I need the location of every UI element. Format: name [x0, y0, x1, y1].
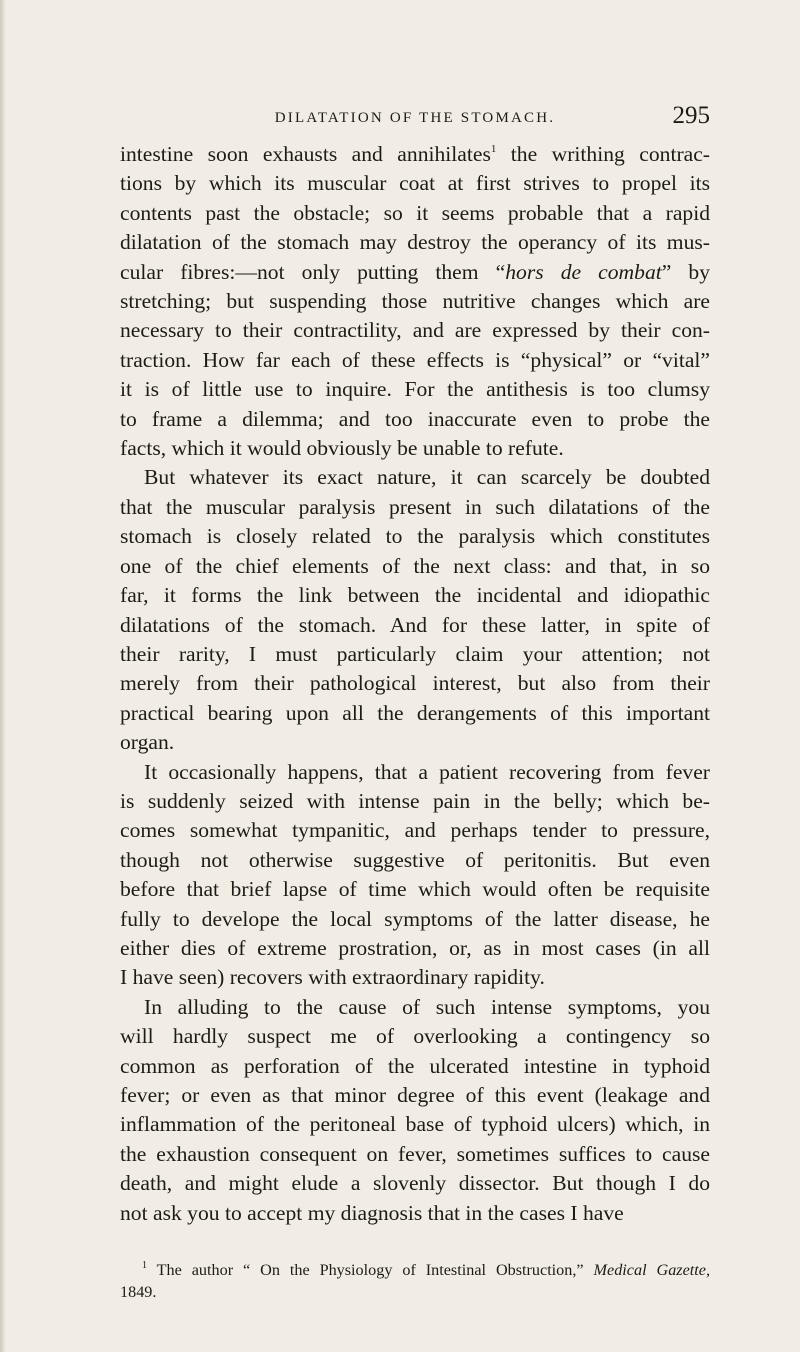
text-segment: It occasionally happens, that a patient recovering from fever: [144, 759, 710, 784]
text-line: [120, 228, 710, 257]
text-segment: traction. How far each of these effects is “physical” or “vital”: [120, 347, 710, 372]
text-segment: merely from their pathological interest, but also from their: [120, 671, 710, 696]
text-segment: death, and might elude a slovenly dissector. But though I do: [120, 1171, 710, 1196]
italic-phrase: hors de combat: [505, 259, 662, 284]
text-line: [120, 463, 710, 492]
footnote-journal: Medical Gazette,: [593, 1261, 711, 1279]
text-line: [120, 669, 710, 698]
text-segment: far, it forms the link between the incidental and idiopathic: [120, 583, 710, 608]
text-line: [120, 905, 710, 934]
running-head: DILATATION OF THE STOMACH.: [274, 110, 556, 126]
text-segment: not ask you to accept my diagnosis that in the cases I have: [120, 1200, 624, 1225]
text-line: [120, 758, 710, 787]
text-line: [120, 846, 710, 875]
text-line: [120, 934, 710, 963]
text-line: [120, 405, 710, 434]
text-line: [120, 963, 710, 992]
text-segment: before that brief lapse of time which would often be requisite: [120, 877, 710, 902]
text-segment: stomach is closely related to the paralysis which constitutes: [120, 524, 710, 549]
page-number: 295: [672, 102, 710, 129]
text-segment: fully to develope the local symptoms of the latter disease, he: [120, 906, 710, 931]
text-line: [120, 581, 710, 610]
text-line: [120, 1110, 710, 1139]
text-segment: their rarity, I must particularly claim your attention; not: [120, 641, 710, 666]
text-line: [120, 552, 710, 581]
text-line: [120, 1140, 710, 1169]
text-line: [120, 611, 710, 640]
text-line: [120, 875, 710, 904]
text-line: [120, 1169, 710, 1198]
text-segment: In alluding to the cause of such intense symptoms, you: [144, 994, 710, 1019]
text-segment: it is of little use to inquire. For the antithesis is too clumsy: [120, 377, 710, 402]
text-segment: fever; or even as that minor degree of this event (leakage and: [120, 1083, 710, 1107]
text-line: [120, 169, 710, 198]
text-segment: the exhaustion consequent on fever, sometimes suffices to cause: [120, 1141, 710, 1166]
text-segment: facts, which it would obviously be unable to refute.: [120, 436, 564, 461]
text-line: [120, 287, 710, 316]
text-segment: to frame a dilemma; and too inaccurate even to probe the: [120, 406, 710, 431]
text-segment: dilatation of the stomach may destroy the operancy of its mus-: [120, 230, 710, 255]
text-segment: dilatations of the stomach. And for these latter, in spite of: [120, 612, 710, 637]
text-line: [120, 140, 710, 169]
text-line: [120, 493, 710, 522]
text-segment: cular fibres:—not only putting them “hors de combat” by: [120, 259, 711, 284]
text-segment: organ.: [120, 730, 175, 755]
text-segment: common as perforation of the ulcerated intestine in typhoid: [120, 1053, 710, 1078]
text-segment: necessary to their contractility, and are expressed by their con-: [120, 318, 710, 343]
text-line: [120, 434, 710, 463]
text-segment: one of the chief elements of the next class: and that, in so: [120, 553, 710, 578]
text-line: [120, 1022, 710, 1051]
text-line: [120, 787, 710, 816]
text-line: [120, 1199, 710, 1228]
text-line: [120, 1052, 710, 1081]
text-segment: though not otherwise suggestive of peritonitis. But even: [120, 847, 710, 872]
text-segment: intestine soon exhausts and annihilates: [120, 142, 491, 166]
text-line: [120, 258, 710, 287]
text-segment: the writhing contrac-: [496, 142, 710, 166]
text-line: [120, 816, 710, 845]
text-segment: comes somewhat tympanitic, and perhaps tender to pressure,: [120, 818, 710, 843]
body-text: [120, 140, 710, 1228]
text-line: [120, 728, 710, 757]
text-line: [120, 522, 710, 551]
text-segment: is suddenly seized with intense pain in the belly; which be-: [120, 788, 710, 813]
text-line: [120, 375, 710, 404]
text-line: [120, 993, 710, 1022]
text-segment: stretching; but suspending those nutritive changes which are: [120, 289, 710, 314]
footnote-reference: 1: [490, 143, 497, 155]
footnote-line: [120, 1259, 710, 1281]
text-segment: inflammation of the peritoneal base of typhoid ulcers) which, in: [120, 1112, 710, 1137]
page-header: [120, 102, 710, 138]
text-segment: either dies of extreme prostration, or, as in most cases (in all: [120, 935, 710, 960]
text-line: [120, 699, 710, 728]
text-segment: practical bearing upon all the derangements of this important: [120, 700, 710, 725]
footnote-text: The author “ On the Physiology of Intestinal Obstruction,”: [147, 1261, 594, 1279]
text-line: [120, 316, 710, 345]
text-segment: will hardly suspect me of overlooking a contingency so: [120, 1024, 710, 1049]
text-line: [120, 199, 710, 228]
text-line: [120, 346, 710, 375]
footnote: [120, 1259, 710, 1303]
footnote-marker: 1: [142, 1260, 147, 1271]
text-line: [120, 1081, 710, 1110]
page-gutter-shadow: [0, 0, 6, 1352]
text-segment: I have seen) recovers with extraordinary rapidity.: [120, 965, 545, 990]
footnote-year: 1849.: [120, 1283, 157, 1301]
text-segment: But whatever its exact nature, it can scarcely be doubted: [144, 465, 710, 490]
text-segment: contents past the obstacle; so it seems probable that a rapid: [120, 200, 710, 225]
text-segment: that the muscular paralysis present in such dilatations of the: [120, 494, 710, 519]
text-line: [120, 640, 710, 669]
text-segment: tions by which its muscular coat at first strives to propel its: [120, 171, 710, 196]
